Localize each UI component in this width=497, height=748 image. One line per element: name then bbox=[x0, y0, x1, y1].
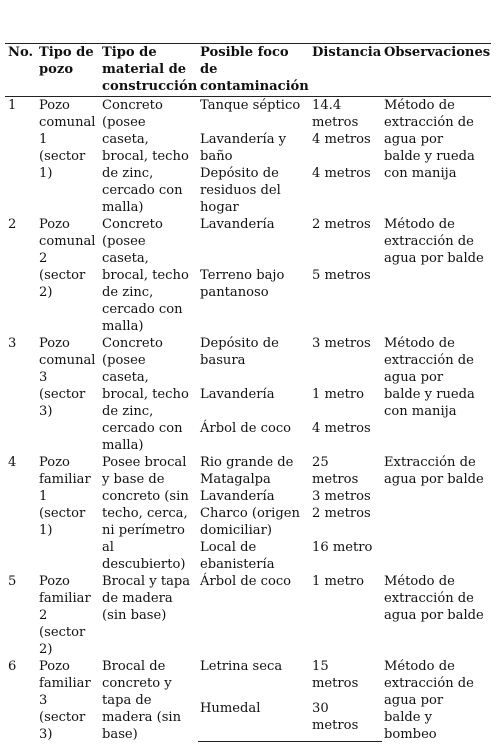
material-cell: caseta, bbox=[102, 370, 149, 385]
distancia-value: 16 metro bbox=[312, 540, 373, 555]
tipo-pozo-cell: (sector bbox=[39, 710, 86, 725]
row-number: 3 bbox=[8, 336, 17, 351]
foco-contaminacion: Local de bbox=[200, 540, 257, 555]
tipo-pozo-cell: (sector bbox=[39, 268, 86, 283]
foco-contaminacion: Lavandería bbox=[200, 217, 275, 232]
distancia-value: metros bbox=[312, 115, 359, 130]
foco-contaminacion: Depósito de bbox=[200, 336, 279, 351]
foco-contaminacion: Lavandería y bbox=[200, 132, 287, 147]
material-cell: (posee bbox=[102, 115, 146, 130]
material-cell: brocal, techo bbox=[102, 268, 189, 283]
observaciones-cell: extracción de bbox=[384, 234, 474, 249]
tipo-pozo-cell: 3) bbox=[39, 404, 53, 419]
material-cell: caseta, bbox=[102, 251, 149, 266]
foco-contaminacion: hogar bbox=[200, 200, 239, 215]
distancia-value: metros bbox=[312, 718, 359, 733]
observaciones-cell: balde y bbox=[384, 710, 433, 725]
material-cell: Brocal y tapa bbox=[102, 574, 191, 589]
row-number: 2 bbox=[8, 217, 17, 232]
tipo-pozo-cell: comunal bbox=[39, 234, 96, 249]
foco-contaminacion: Tanque séptico bbox=[200, 98, 301, 113]
distancia-value: metros bbox=[312, 676, 359, 691]
tipo-pozo-cell: 2 bbox=[39, 251, 48, 266]
material-cell: Posee brocal bbox=[102, 455, 187, 470]
row-number: 4 bbox=[8, 455, 17, 470]
observaciones-cell: agua por balde bbox=[384, 251, 484, 266]
material-cell: malla) bbox=[102, 319, 144, 334]
material-cell: base) bbox=[102, 727, 138, 742]
material-cell: (sin base) bbox=[102, 608, 167, 623]
distancia-value: 3 metros bbox=[312, 336, 371, 351]
foco-contaminacion: Letrina seca bbox=[200, 659, 283, 674]
tipo-pozo-cell: 3 bbox=[39, 370, 48, 385]
foco-contaminacion: domiciliar) bbox=[200, 523, 272, 538]
distancia-value: 4 metros bbox=[312, 166, 371, 181]
foco-contaminacion: Terreno bajo bbox=[200, 268, 285, 283]
material-cell: caseta, bbox=[102, 132, 149, 147]
observaciones-cell: agua por bbox=[384, 693, 444, 708]
row-number: 6 bbox=[8, 659, 17, 674]
material-cell: malla) bbox=[102, 438, 144, 453]
tipo-pozo-cell: Pozo bbox=[39, 659, 70, 674]
material-cell: concreto (sin bbox=[102, 489, 189, 504]
observaciones-cell: Método de bbox=[384, 98, 455, 113]
material-cell: brocal, techo bbox=[102, 387, 189, 402]
tipo-pozo-cell: 2 bbox=[39, 608, 48, 623]
foco-contaminacion: ebanistería bbox=[200, 557, 275, 572]
distancia-value: 2 metros bbox=[312, 217, 371, 232]
observaciones-cell: con manija bbox=[384, 166, 457, 181]
distancia-value: 3 metros bbox=[312, 489, 371, 504]
tipo-pozo-cell: 1) bbox=[39, 166, 53, 181]
observaciones-cell: agua por balde bbox=[384, 472, 484, 487]
tipo-pozo-cell: 1 bbox=[39, 132, 48, 147]
tipo-pozo-cell: familiar bbox=[39, 472, 91, 487]
header-observaciones: Observaciones bbox=[384, 45, 491, 60]
distancia-value: 2 metros bbox=[312, 506, 371, 521]
header-material: construcción bbox=[102, 79, 198, 94]
material-cell: descubierto) bbox=[102, 557, 186, 572]
tipo-pozo-cell: Pozo bbox=[39, 336, 70, 351]
tipo-pozo-cell: familiar bbox=[39, 676, 91, 691]
material-cell: cercado con bbox=[102, 302, 183, 317]
observaciones-cell: con manija bbox=[384, 404, 457, 419]
observaciones-cell: Extracción de bbox=[384, 455, 476, 470]
tipo-pozo-cell: Pozo bbox=[39, 574, 70, 589]
material-cell: cercado con bbox=[102, 183, 183, 198]
foco-contaminacion: residuos del bbox=[200, 183, 281, 198]
foco-contaminacion: Lavandería bbox=[200, 387, 275, 402]
material-cell: (posee bbox=[102, 234, 146, 249]
distancia-value: 1 metro bbox=[312, 574, 365, 589]
tipo-pozo-cell: Pozo bbox=[39, 217, 70, 232]
tipo-pozo-cell: familiar bbox=[39, 591, 91, 606]
tipo-pozo-cell: 2) bbox=[39, 642, 53, 657]
observaciones-cell: extracción de bbox=[384, 676, 474, 691]
material-cell: cercado con bbox=[102, 421, 183, 436]
header-foco: Posible foco bbox=[200, 45, 289, 60]
distancia-value: 25 bbox=[312, 455, 329, 470]
material-cell: al bbox=[102, 540, 114, 555]
tipo-pozo-cell: (sector bbox=[39, 149, 86, 164]
header-no: No. bbox=[8, 45, 34, 60]
distancia-value: 4 metros bbox=[312, 421, 371, 436]
observaciones-cell: Método de bbox=[384, 336, 455, 351]
material-cell: malla) bbox=[102, 200, 144, 215]
observaciones-cell: agua por bbox=[384, 132, 444, 147]
foco-contaminacion: baño bbox=[200, 149, 233, 164]
material-cell: madera (sin bbox=[102, 710, 182, 725]
foco-contaminacion: Rio grande de bbox=[200, 455, 294, 470]
material-cell: Concreto bbox=[102, 217, 163, 232]
material-cell: de madera bbox=[102, 591, 173, 606]
material-cell: y base de bbox=[102, 472, 165, 487]
foco-contaminacion: pantanoso bbox=[200, 285, 269, 300]
tipo-pozo-cell: 1 bbox=[39, 489, 48, 504]
material-cell: brocal, techo bbox=[102, 149, 189, 164]
foco-contaminacion: Matagalpa bbox=[200, 472, 271, 487]
tipo-pozo-cell: (sector bbox=[39, 387, 86, 402]
material-cell: tapa de bbox=[102, 693, 152, 708]
material-cell: (posee bbox=[102, 353, 146, 368]
observaciones-cell: agua por balde bbox=[384, 608, 484, 623]
tipo-pozo-cell: 3 bbox=[39, 693, 48, 708]
observaciones-cell: balde y rueda bbox=[384, 149, 475, 164]
tipo-pozo-cell: 1) bbox=[39, 523, 53, 538]
header-foco: contaminación bbox=[200, 79, 309, 94]
material-cell: concreto y bbox=[102, 676, 172, 691]
material-cell: techo, cerca, bbox=[102, 506, 188, 521]
observaciones-cell: Método de bbox=[384, 217, 455, 232]
header-tipo-pozo: pozo bbox=[39, 62, 74, 77]
header-material: material de bbox=[102, 62, 187, 77]
foco-contaminacion: basura bbox=[200, 353, 246, 368]
header-foco: de bbox=[200, 62, 218, 77]
observaciones-cell: balde y rueda bbox=[384, 387, 475, 402]
distancia-value: metros bbox=[312, 472, 359, 487]
distancia-value: 5 metros bbox=[312, 268, 371, 283]
row-number: 1 bbox=[8, 98, 17, 113]
header-material: Tipo de bbox=[102, 45, 157, 60]
tipo-pozo-cell: 3) bbox=[39, 727, 53, 742]
foco-contaminacion: Charco (origen bbox=[200, 506, 300, 521]
observaciones-cell: agua por bbox=[384, 370, 444, 385]
observaciones-cell: extracción de bbox=[384, 115, 474, 130]
tipo-pozo-cell: (sector bbox=[39, 625, 86, 640]
header-distancia: Distancia bbox=[312, 45, 382, 60]
distancia-value: 4 metros bbox=[312, 132, 371, 147]
distancia-value: 1 metro bbox=[312, 387, 365, 402]
material-cell: de zinc, bbox=[102, 166, 154, 181]
foco-contaminacion: Depósito de bbox=[200, 166, 279, 181]
distancia-value: 14.4 bbox=[312, 98, 342, 113]
observaciones-cell: extracción de bbox=[384, 591, 474, 606]
material-cell: de zinc, bbox=[102, 285, 154, 300]
table-bottom-rule bbox=[198, 741, 382, 742]
tipo-pozo-cell: 2) bbox=[39, 285, 53, 300]
foco-contaminacion: Árbol de coco bbox=[200, 574, 292, 589]
row-number: 5 bbox=[8, 574, 17, 589]
material-cell: Concreto bbox=[102, 98, 163, 113]
foco-contaminacion: Lavandería bbox=[200, 489, 275, 504]
header-tipo-pozo: Tipo de bbox=[39, 45, 94, 60]
observaciones-cell: Método de bbox=[384, 659, 455, 674]
foco-contaminacion: Árbol de coco bbox=[200, 421, 292, 436]
material-cell: Brocal de bbox=[102, 659, 166, 674]
material-cell: de zinc, bbox=[102, 404, 154, 419]
material-cell: ni perímetro bbox=[102, 523, 185, 538]
tipo-pozo-cell: comunal bbox=[39, 115, 96, 130]
observaciones-cell: Método de bbox=[384, 574, 455, 589]
tipo-pozo-cell: comunal bbox=[39, 353, 96, 368]
tipo-pozo-cell: (sector bbox=[39, 506, 86, 521]
tipo-pozo-cell: Pozo bbox=[39, 98, 70, 113]
observaciones-cell: extracción de bbox=[384, 353, 474, 368]
observaciones-cell: bombeo bbox=[384, 727, 437, 742]
foco-contaminacion: Humedal bbox=[200, 701, 261, 716]
material-cell: Concreto bbox=[102, 336, 163, 351]
tipo-pozo-cell: Pozo bbox=[39, 455, 70, 470]
distancia-value: 30 bbox=[312, 701, 329, 716]
distancia-value: 15 bbox=[312, 659, 329, 674]
